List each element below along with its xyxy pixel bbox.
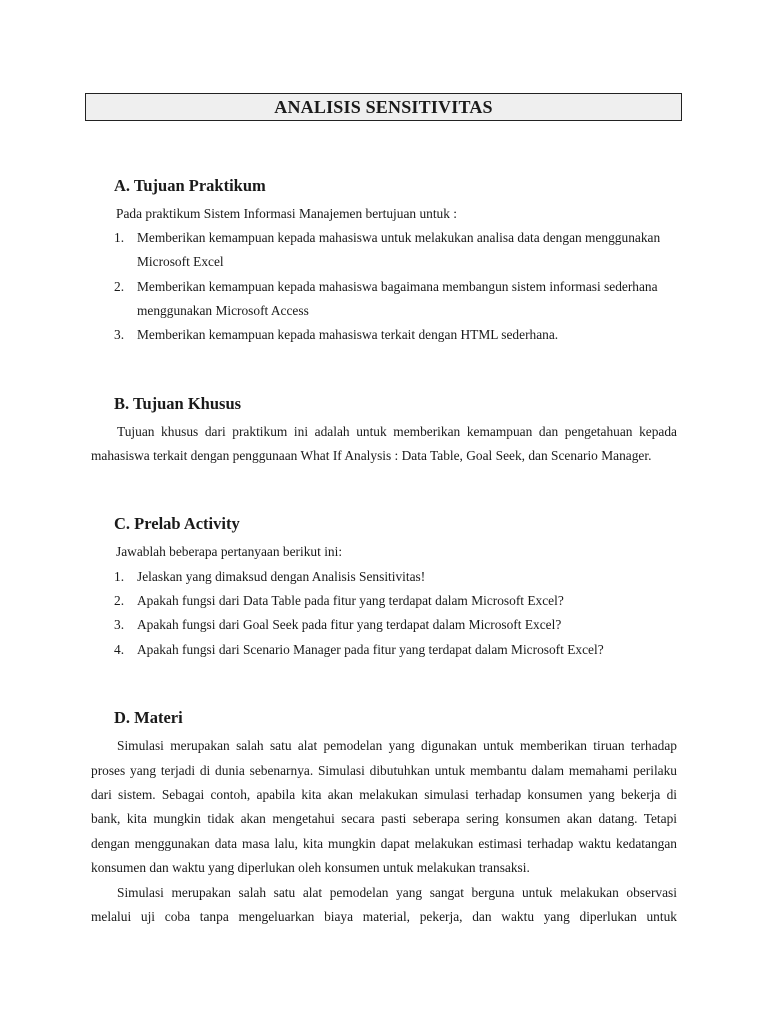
- section-a-intro: Pada praktikum Sistem Informasi Manajemen bertujuan untuk :: [116, 206, 458, 221]
- list-item-number: 1.: [114, 230, 125, 245]
- paragraph-line: melalui uji coba tanpa mengeluarkan biaya material, pekerja, dan waktu yang diperlukan untuk: [91, 909, 677, 924]
- list-item-number: 3.: [114, 327, 125, 342]
- list-item-text: Apakah fungsi dari Scenario Manager pada fitur yang terdapat dalam Microsoft Excel?: [137, 642, 604, 657]
- list-item-text: Memberikan kemampuan kepada mahasiswa untuk melakukan analisa data dengan menggunakan: [137, 230, 661, 245]
- paragraph-line: bank, kita mungkin tidak akan mengetahui secara pasti seberapa sering konsumen akan datang. Tetapi: [91, 811, 677, 826]
- paragraph-line: Simulasi merupakan salah satu alat pemodelan yang digunakan untuk memberikan tiruan terhadap: [117, 738, 677, 753]
- document-title: ANALISIS SENSITIVITAS: [85, 93, 682, 121]
- list-item-text: menggunakan Microsoft Access: [137, 303, 309, 318]
- paragraph-line: dari sistem. Sebagai contoh, apabila kita akan melakukan simulasi terhadap konsumen yang bekerja di: [91, 787, 677, 802]
- list-item-number: 2.: [114, 593, 125, 608]
- list-item-number: 3.: [114, 617, 125, 632]
- list-item-number: 2.: [114, 279, 125, 294]
- paragraph-line: Tujuan khusus dari praktikum ini adalah untuk memberikan kemampuan dan pengetahuan kepada: [117, 424, 677, 439]
- list-item-text: Memberikan kemampuan kepada mahasiswa bagaimana membangun sistem informasi sederhana: [137, 279, 658, 294]
- section-b-heading: B. Tujuan Khusus: [114, 394, 242, 413]
- section-c-heading: C. Prelab Activity: [114, 514, 240, 533]
- list-item-number: 4.: [114, 642, 125, 657]
- paragraph-line: dengan menggunakan data masa lalu, kita mungkin dapat melakukan estimasi terhadap waktu kedatangan: [91, 836, 677, 851]
- paragraph-line: konsumen dan waktu yang diperlukan oleh konsumen untuk melakukan transaksi.: [91, 860, 530, 875]
- list-item-text: Microsoft Excel: [137, 254, 224, 269]
- section-d-heading: D. Materi: [114, 708, 183, 727]
- paragraph-line: mahasiswa terkait dengan penggunaan What If Analysis : Data Table, Goal Seek, dan Scenario Manager.: [91, 448, 652, 463]
- paragraph-line: Simulasi merupakan salah satu alat pemodelan yang sangat berguna untuk melakukan observasi: [117, 885, 677, 900]
- list-item-text: Apakah fungsi dari Goal Seek pada fitur yang terdapat dalam Microsoft Excel?: [137, 617, 562, 632]
- list-item-text: Jelaskan yang dimaksud dengan Analisis Sensitivitas!: [137, 569, 426, 584]
- list-item-text: Memberikan kemampuan kepada mahasiswa terkait dengan HTML sederhana.: [137, 327, 559, 342]
- section-a-heading: A. Tujuan Praktikum: [114, 176, 266, 195]
- list-item-text: Apakah fungsi dari Data Table pada fitur yang terdapat dalam Microsoft Excel?: [137, 593, 564, 608]
- list-item-number: 1.: [114, 569, 125, 584]
- section-c-intro: Jawablah beberapa pertanyaan berikut ini:: [116, 544, 343, 559]
- paragraph-line: proses yang terjadi di dunia sebenarnya. Simulasi dibutuhkan untuk membantu dalam memahami perilaku: [91, 763, 677, 778]
